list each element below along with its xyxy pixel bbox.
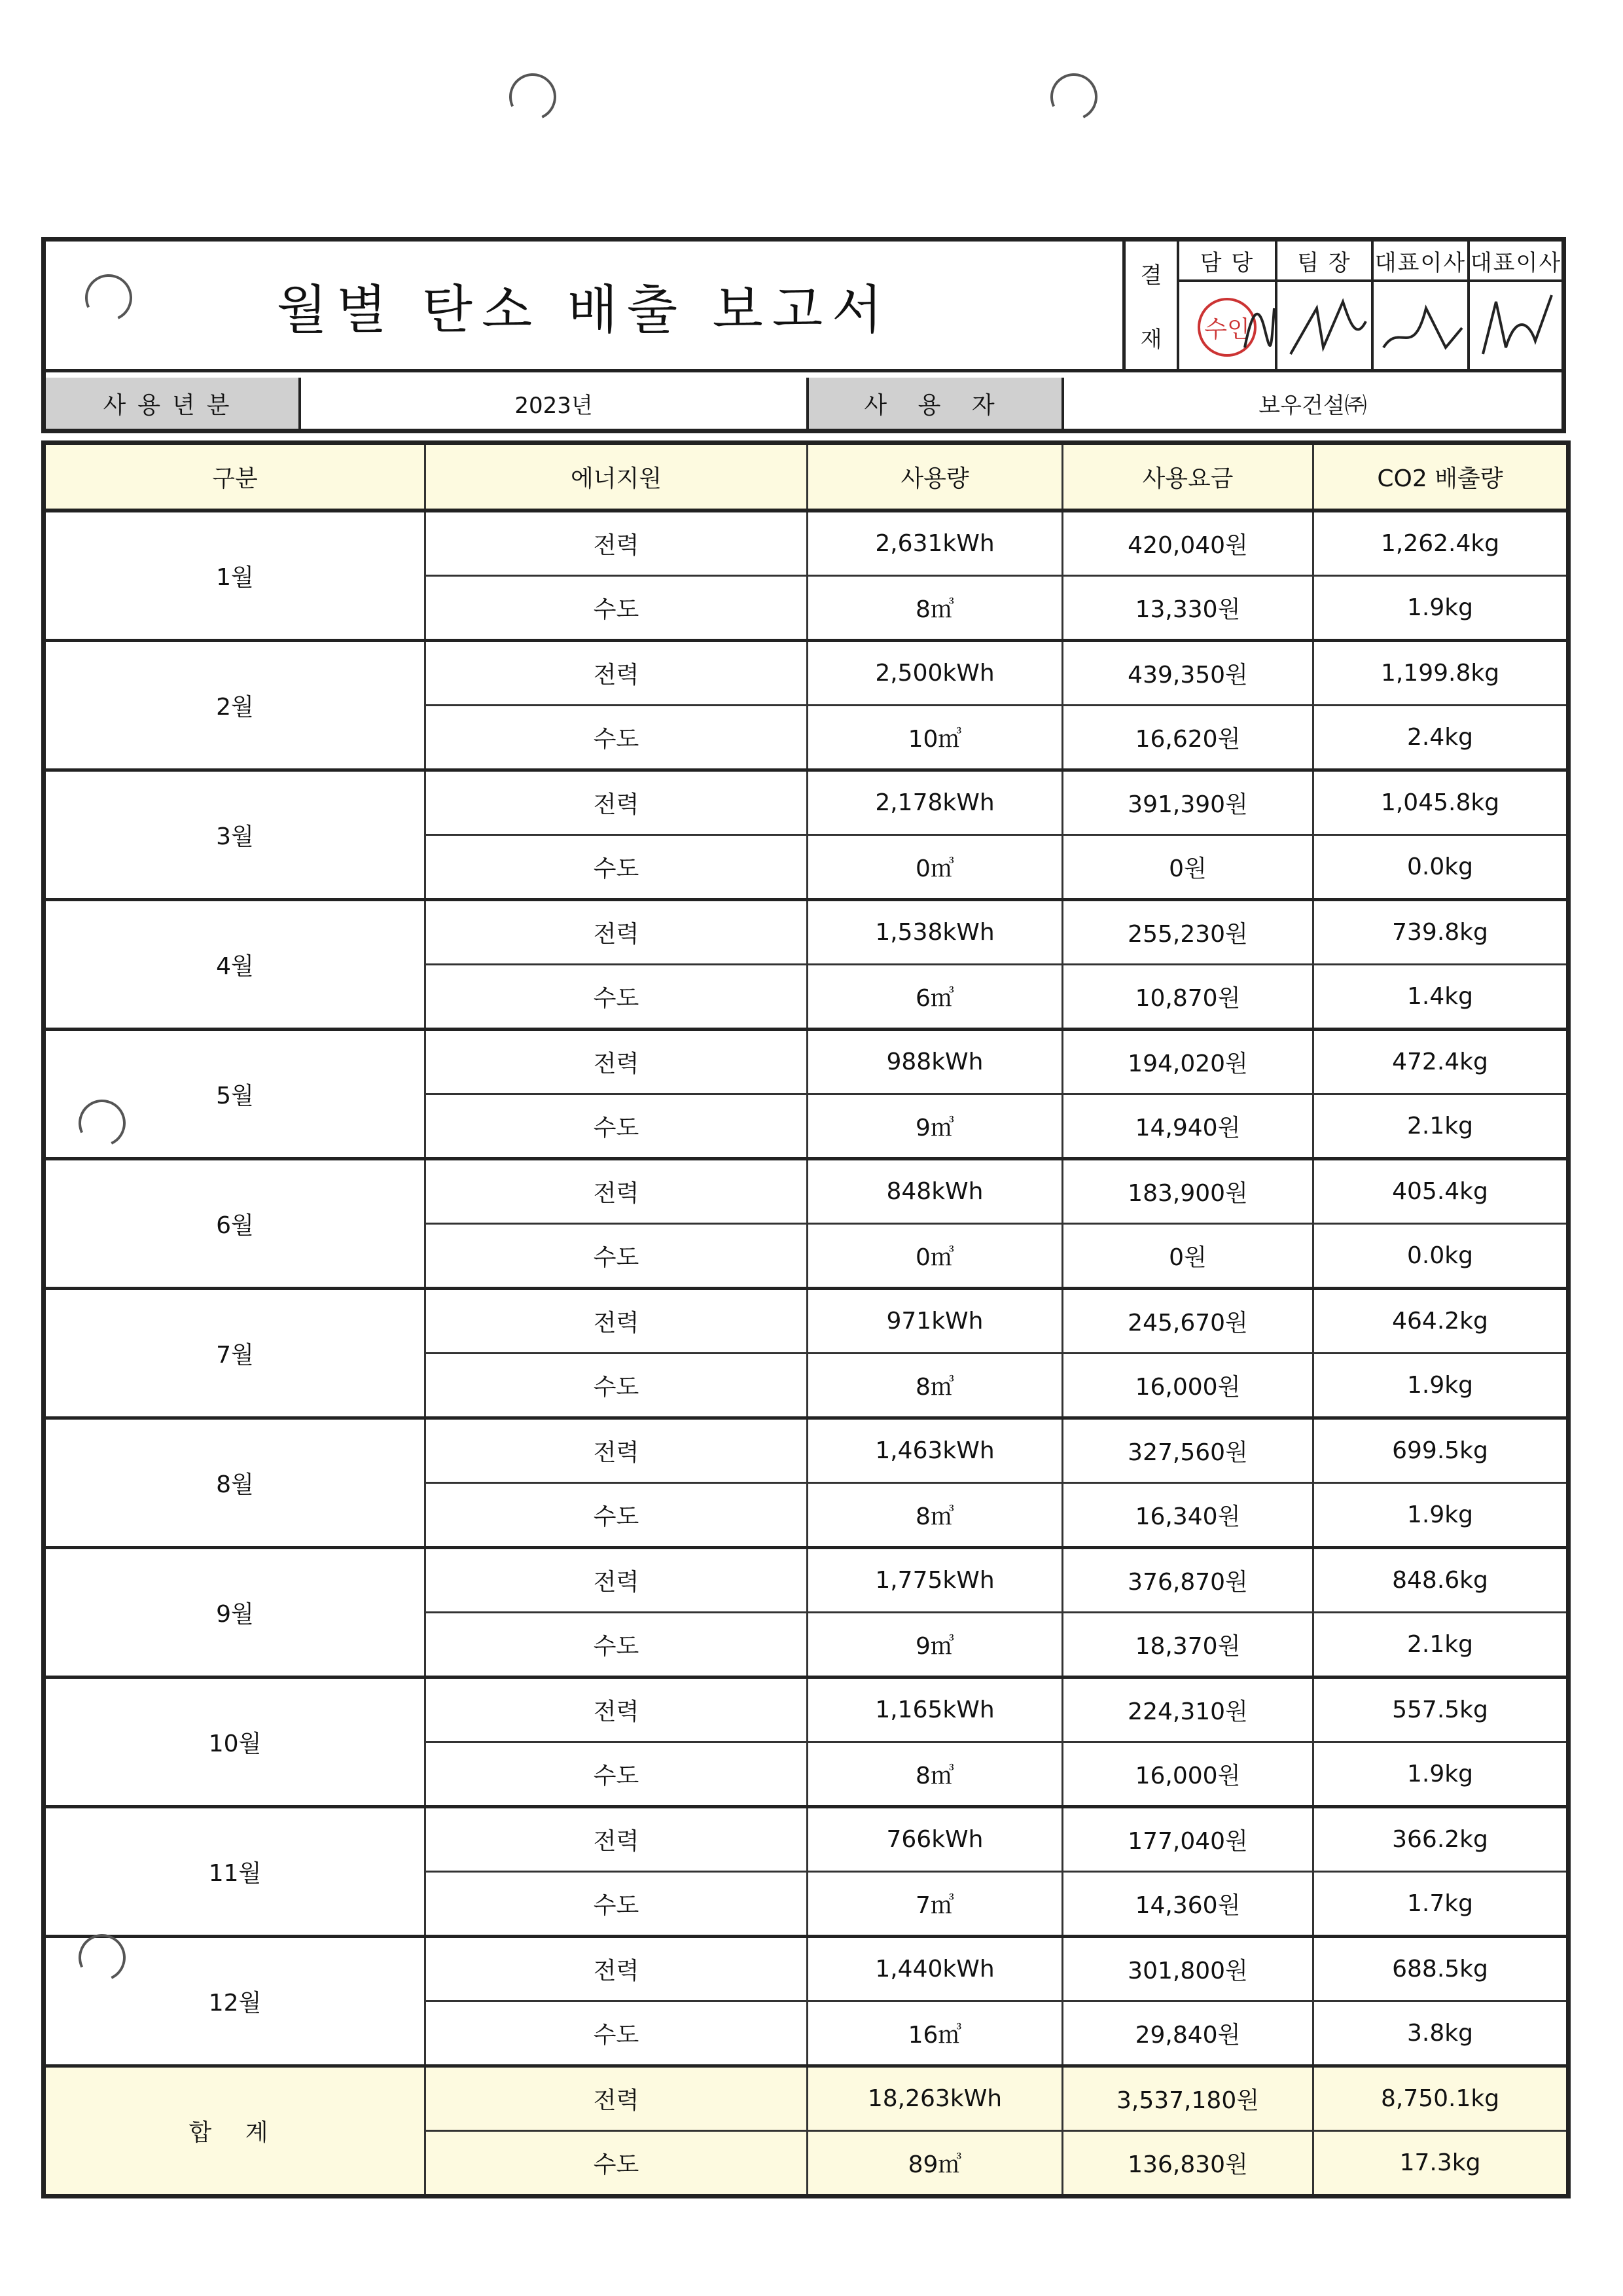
usage-cell: 1,538kWh xyxy=(808,900,1063,965)
energy-source-cell: 수도 xyxy=(425,1742,808,1807)
year-label: 사용년분 xyxy=(46,378,301,429)
fee-cell: 177,040원 xyxy=(1063,1807,1313,1872)
fee-cell: 13,330원 xyxy=(1063,576,1313,641)
usage-cell: 8㎥ xyxy=(808,1742,1063,1807)
usage-cell: 1,463kWh xyxy=(808,1418,1063,1483)
table-row xyxy=(44,1289,1569,1354)
energy-source-cell: 수도 xyxy=(425,1224,808,1289)
co2-cell: 1,045.8kg xyxy=(1313,770,1569,835)
energy-source-cell: 수도 xyxy=(425,2001,808,2066)
energy-source-cell: 수도 xyxy=(425,965,808,1030)
month-cell: 9월 xyxy=(44,1548,425,1677)
energy-source-cell: 전력 xyxy=(425,1289,808,1354)
co2-cell: 464.2kg xyxy=(1313,1289,1569,1354)
usage-cell: 18,263kWh xyxy=(808,2066,1063,2131)
energy-source-cell: 전력 xyxy=(425,770,808,835)
usage-cell: 16㎥ xyxy=(808,2001,1063,2066)
usage-cell: 0㎥ xyxy=(808,1224,1063,1289)
energy-source-cell: 전력 xyxy=(425,1030,808,1094)
total-row xyxy=(44,2066,1569,2131)
title-row xyxy=(46,242,1561,372)
table-row xyxy=(44,1937,1569,2001)
usage-cell: 766kWh xyxy=(808,1807,1063,1872)
approval-col-staff xyxy=(1179,242,1277,369)
energy-source-cell: 전력 xyxy=(425,2066,808,2131)
approval-label: 담 당 xyxy=(1179,242,1275,282)
usage-cell: 9㎥ xyxy=(808,1094,1063,1159)
fee-cell: 16,340원 xyxy=(1063,1483,1313,1548)
co2-cell: 1.7kg xyxy=(1313,1872,1569,1937)
fee-cell: 301,800원 xyxy=(1063,1937,1313,2001)
energy-source-cell: 수도 xyxy=(425,1094,808,1159)
usage-cell: 1,440kWh xyxy=(808,1937,1063,2001)
month-cell: 5월 xyxy=(44,1030,425,1159)
table-row xyxy=(44,1677,1569,1742)
month-cell: 6월 xyxy=(44,1159,425,1289)
approval-side-bottom: 재 xyxy=(1140,326,1162,353)
month-cell: 12월 xyxy=(44,1937,425,2066)
energy-source-cell: 전력 xyxy=(425,1677,808,1742)
fee-cell: 439,350원 xyxy=(1063,641,1313,706)
co2-cell: 1.9kg xyxy=(1313,576,1569,641)
punch-hole-icon xyxy=(1044,67,1104,127)
co2-cell: 1.9kg xyxy=(1313,1742,1569,1807)
approval-sign-area xyxy=(1277,282,1371,367)
fee-cell: 16,620원 xyxy=(1063,706,1313,770)
usage-cell: 1,775kWh xyxy=(808,1548,1063,1613)
signature-icon xyxy=(1277,282,1374,367)
energy-source-cell: 전력 xyxy=(425,511,808,576)
fee-cell: 16,000원 xyxy=(1063,1742,1313,1807)
table-body xyxy=(44,511,1569,2197)
fee-cell: 376,870원 xyxy=(1063,1548,1313,1613)
column-header: 에너지원 xyxy=(425,443,808,511)
fee-cell: 245,670원 xyxy=(1063,1289,1313,1354)
approval-col-ceo-2 xyxy=(1470,242,1562,369)
fee-cell: 327,560원 xyxy=(1063,1418,1313,1483)
table-row xyxy=(44,1030,1569,1094)
usage-cell: 971kWh xyxy=(808,1289,1063,1354)
energy-source-cell: 수도 xyxy=(425,1354,808,1418)
co2-cell: 1,199.8kg xyxy=(1313,641,1569,706)
approval-sign-area xyxy=(1374,282,1467,367)
table-row xyxy=(44,1807,1569,1872)
fee-cell: 183,900원 xyxy=(1063,1159,1313,1224)
co2-cell: 0.0kg xyxy=(1313,835,1569,900)
usage-cell: 988kWh xyxy=(808,1030,1063,1094)
co2-cell: 1.9kg xyxy=(1313,1483,1569,1548)
usage-cell: 2,500kWh xyxy=(808,641,1063,706)
table-row xyxy=(44,900,1569,965)
table-row xyxy=(44,641,1569,706)
energy-source-cell: 수도 xyxy=(425,706,808,770)
usage-cell: 0㎥ xyxy=(808,835,1063,900)
energy-source-cell: 전력 xyxy=(425,1418,808,1483)
fee-cell: 420,040원 xyxy=(1063,511,1313,576)
co2-cell: 1,262.4kg xyxy=(1313,511,1569,576)
fee-cell: 18,370원 xyxy=(1063,1613,1313,1677)
usage-cell: 9㎥ xyxy=(808,1613,1063,1677)
co2-cell: 3.8kg xyxy=(1313,2001,1569,2066)
energy-source-cell: 전력 xyxy=(425,1159,808,1224)
report-header xyxy=(41,237,1566,433)
approval-label: 대표이사 xyxy=(1374,242,1467,282)
energy-source-cell: 전력 xyxy=(425,1807,808,1872)
usage-cell: 1,165kWh xyxy=(808,1677,1063,1742)
signature-icon xyxy=(1374,282,1470,367)
fee-cell: 10,870원 xyxy=(1063,965,1313,1030)
usage-cell: 848kWh xyxy=(808,1159,1063,1224)
usage-cell: 10㎥ xyxy=(808,706,1063,770)
column-header: 사용요금 xyxy=(1063,443,1313,511)
energy-source-cell: 전력 xyxy=(425,900,808,965)
fee-cell: 194,020원 xyxy=(1063,1030,1313,1094)
energy-source-cell: 수도 xyxy=(425,576,808,641)
co2-cell: 848.6kg xyxy=(1313,1548,1569,1613)
usage-cell: 89㎥ xyxy=(808,2131,1063,2197)
approval-label: 팀 장 xyxy=(1277,242,1371,282)
co2-cell: 739.8kg xyxy=(1313,900,1569,965)
co2-cell: 699.5kg xyxy=(1313,1418,1569,1483)
month-cell: 11월 xyxy=(44,1807,425,1937)
fee-cell: 224,310원 xyxy=(1063,1677,1313,1742)
energy-source-cell: 수도 xyxy=(425,2131,808,2197)
fee-cell: 3,537,180원 xyxy=(1063,2066,1313,2131)
usage-cell: 8㎥ xyxy=(808,1483,1063,1548)
month-cell: 4월 xyxy=(44,900,425,1030)
punch-hole-icon xyxy=(503,67,563,127)
co2-cell: 2.4kg xyxy=(1313,706,1569,770)
signature-icon xyxy=(1238,289,1277,361)
usage-cell: 6㎥ xyxy=(808,965,1063,1030)
month-cell: 2월 xyxy=(44,641,425,770)
energy-source-cell: 수도 xyxy=(425,1483,808,1548)
fee-cell: 0원 xyxy=(1063,835,1313,900)
total-label: 합 계 xyxy=(44,2066,425,2197)
usage-cell: 7㎥ xyxy=(808,1872,1063,1937)
approval-box xyxy=(1122,242,1561,369)
month-cell: 7월 xyxy=(44,1289,425,1418)
co2-cell: 1.4kg xyxy=(1313,965,1569,1030)
approval-sign-area xyxy=(1470,282,1562,367)
energy-source-cell: 수도 xyxy=(425,1872,808,1937)
usage-cell: 8㎥ xyxy=(808,576,1063,641)
table-header-row xyxy=(44,443,1569,511)
co2-cell: 2.1kg xyxy=(1313,1613,1569,1677)
fee-cell: 29,840원 xyxy=(1063,2001,1313,2066)
energy-source-cell: 수도 xyxy=(425,835,808,900)
co2-cell: 2.1kg xyxy=(1313,1094,1569,1159)
energy-source-cell: 수도 xyxy=(425,1613,808,1677)
co2-cell: 17.3kg xyxy=(1313,2131,1569,2197)
user-value: 보우건설㈜ xyxy=(1258,392,1367,419)
energy-source-cell: 전력 xyxy=(425,1548,808,1613)
approval-side-top: 결 xyxy=(1140,262,1162,289)
energy-source-cell: 전력 xyxy=(425,641,808,706)
approval-sign-area xyxy=(1179,282,1275,367)
month-cell: 8월 xyxy=(44,1418,425,1548)
table-row xyxy=(44,1159,1569,1224)
fee-cell: 14,360원 xyxy=(1063,1872,1313,1937)
signature-icon xyxy=(1470,282,1562,367)
month-cell: 1월 xyxy=(44,511,425,641)
fee-cell: 0원 xyxy=(1063,1224,1313,1289)
co2-cell: 688.5kg xyxy=(1313,1937,1569,2001)
table-row xyxy=(44,770,1569,835)
user-label: 사 용 자 xyxy=(809,378,1064,429)
co2-cell: 472.4kg xyxy=(1313,1030,1569,1094)
energy-source-cell: 전력 xyxy=(425,1937,808,2001)
year-value: 2023년 xyxy=(301,378,809,429)
co2-cell: 366.2kg xyxy=(1313,1807,1569,1872)
fee-cell: 255,230원 xyxy=(1063,900,1313,965)
fee-cell: 16,000원 xyxy=(1063,1354,1313,1418)
info-row xyxy=(46,372,1561,429)
column-header: 구분 xyxy=(44,443,425,511)
column-header: CO2 배출량 xyxy=(1313,443,1569,511)
fee-cell: 391,390원 xyxy=(1063,770,1313,835)
month-cell: 3월 xyxy=(44,770,425,900)
co2-cell: 557.5kg xyxy=(1313,1677,1569,1742)
column-header: 사용량 xyxy=(808,443,1063,511)
approval-col-team-lead xyxy=(1277,242,1374,369)
seal-stamp: 수인 xyxy=(1198,298,1257,357)
usage-cell: 2,631kWh xyxy=(808,511,1063,576)
approval-col-ceo-1 xyxy=(1374,242,1470,369)
table-row xyxy=(44,511,1569,576)
approval-side-label xyxy=(1126,242,1179,369)
co2-cell: 1.9kg xyxy=(1313,1354,1569,1418)
co2-cell: 405.4kg xyxy=(1313,1159,1569,1224)
usage-cell: 8㎥ xyxy=(808,1354,1063,1418)
table-row xyxy=(44,1418,1569,1483)
table-row xyxy=(44,1548,1569,1613)
monthly-carbon-table xyxy=(41,440,1571,2198)
fee-cell: 14,940원 xyxy=(1063,1094,1313,1159)
page-title: 월별 탄소 배출 보고서 xyxy=(276,279,892,340)
co2-cell: 0.0kg xyxy=(1313,1224,1569,1289)
approval-label: 대표이사 xyxy=(1470,242,1562,282)
month-cell: 10월 xyxy=(44,1677,425,1807)
usage-cell: 2,178kWh xyxy=(808,770,1063,835)
fee-cell: 136,830원 xyxy=(1063,2131,1313,2197)
co2-cell: 8,750.1kg xyxy=(1313,2066,1569,2131)
